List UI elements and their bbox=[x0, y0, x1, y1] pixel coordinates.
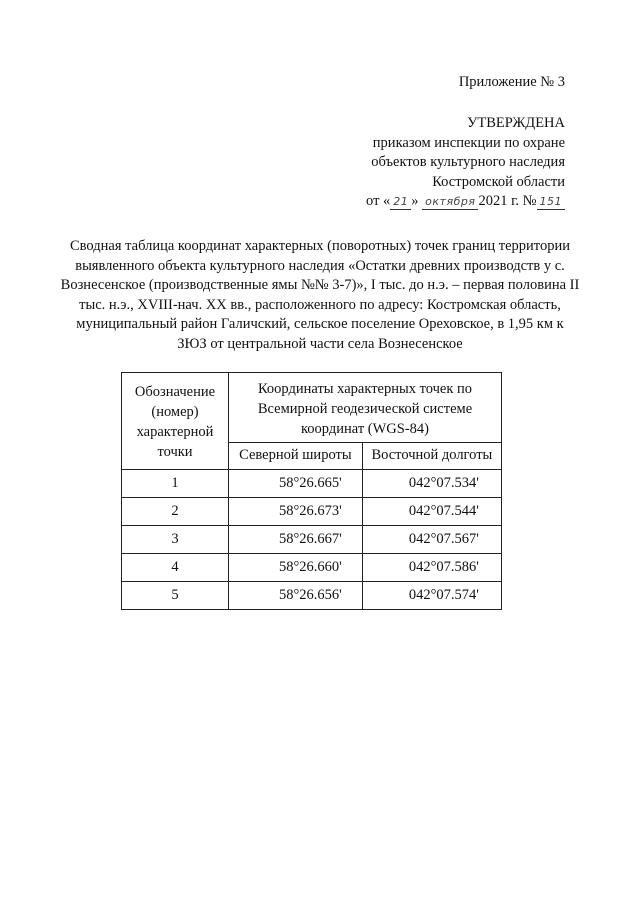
longitude-cell: 042°07.544' bbox=[362, 498, 501, 526]
longitude-cell: 042°07.567' bbox=[362, 526, 501, 554]
appendix-text: Приложение № 3 bbox=[458, 74, 565, 90]
approval-line-2: объектов культурного наследия bbox=[371, 154, 565, 170]
latitude-header: Северной широты bbox=[229, 442, 363, 469]
point-number-header: Обозначение (номер) характерной точки bbox=[122, 373, 229, 470]
order-prefix: от « bbox=[366, 193, 391, 209]
approval-line-3: Костромской области bbox=[432, 173, 565, 190]
document-title: Сводная таблица координат характерных (поворотных) точек границ территории выявленного объекта культурного наследия «Остатки древних производств у с. Вознесенское (производственные ямы №№ 3-7)», I тыс. до н.э. – первая половина II тыс. н.э., XVIII-нач. XX вв., расположенного по адресу: Костромская область, муниципальный район Галичский, сельское поселение Ореховское, в 1,95 км к ЗЮЗ от центральной части села Вознесенское bbox=[60, 238, 580, 352]
order-line bbox=[366, 192, 565, 212]
order-day: 21 bbox=[390, 195, 411, 210]
approval-block bbox=[366, 114, 565, 212]
coordinates-table bbox=[121, 372, 502, 610]
latitude-cell: 58°26.656' bbox=[229, 582, 363, 610]
order-number: 151 bbox=[537, 195, 566, 210]
longitude-cell: 042°07.586' bbox=[362, 554, 501, 582]
point-number: 1 bbox=[122, 470, 229, 498]
latitude-cell: 58°26.665' bbox=[229, 470, 363, 498]
order-year: 2021 г. № bbox=[478, 193, 537, 209]
coordinates-header: Координаты характерных точек по Всемирной геодезической системе координат (WGS-84) bbox=[229, 373, 502, 443]
table-row bbox=[122, 498, 502, 526]
longitude-cell: 042°07.534' bbox=[362, 470, 501, 498]
latitude-cell: 58°26.673' bbox=[229, 498, 363, 526]
longitude-cell: 042°07.574' bbox=[362, 582, 501, 610]
table-row bbox=[122, 582, 502, 610]
order-quote: » bbox=[411, 193, 419, 209]
table-row bbox=[122, 470, 502, 498]
latitude-cell: 58°26.660' bbox=[229, 554, 363, 582]
appendix-label bbox=[459, 72, 565, 92]
point-number: 3 bbox=[122, 526, 229, 554]
longitude-header: Восточной долготы bbox=[362, 442, 501, 469]
approval-line-1: приказом инспекции по охране bbox=[372, 134, 565, 151]
approved-heading: УТВЕРЖДЕНА bbox=[467, 115, 565, 131]
point-number: 5 bbox=[122, 582, 229, 610]
table-row bbox=[122, 526, 502, 554]
order-month: октября bbox=[422, 195, 478, 210]
point-number: 2 bbox=[122, 498, 229, 526]
point-number: 4 bbox=[122, 554, 229, 582]
table-row bbox=[122, 554, 502, 582]
latitude-cell: 58°26.667' bbox=[229, 526, 363, 554]
